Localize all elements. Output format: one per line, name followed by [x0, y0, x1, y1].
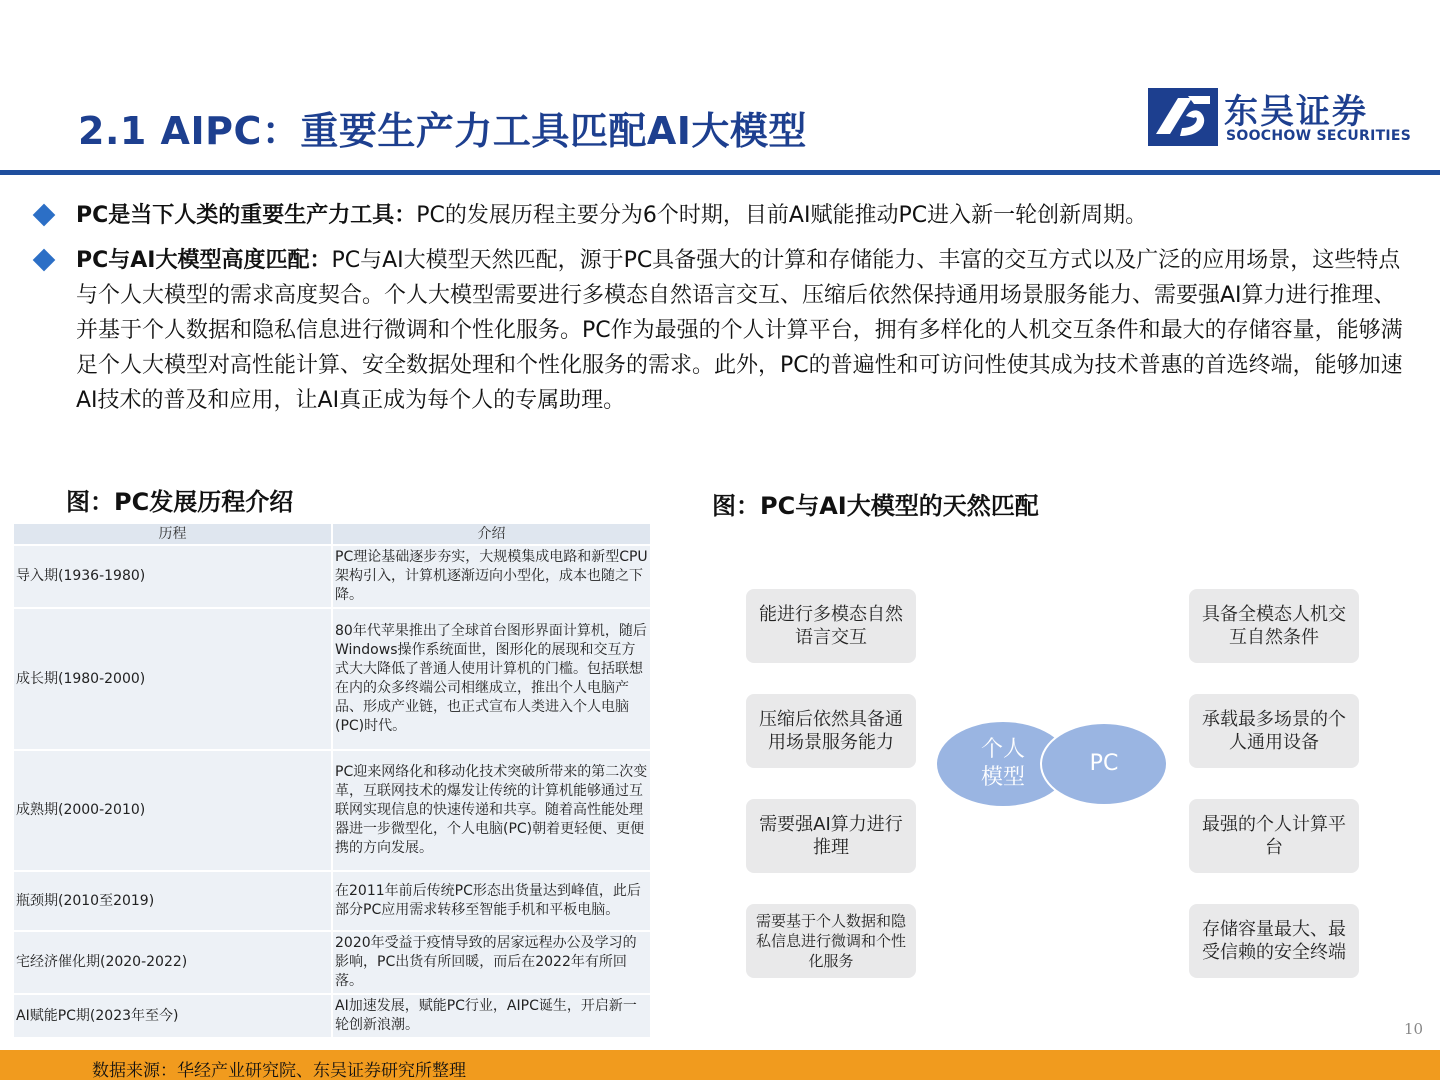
- description-cell: AI加速发展，赋能PC行业，AIPC诞生，开启新一轮创新浪潮。: [333, 995, 652, 1037]
- pc-ellipse: [1040, 722, 1168, 806]
- period-cell: 成熟期(2000-2010): [14, 751, 333, 870]
- description-cell: 80年代苹果推出了全球首台图形界面计算机，随后Windows操作系统面世，图形化的展现和交互方式大大降低了普通人使用计算机的门槛。包括联想在内的众多终端公司相继成立，推出个人电脑产品、形成产业链，也正式宣布人类进入个人电脑(PC)时代。: [333, 609, 652, 749]
- description-cell: 在2011年前后传统PC形态出货量达到峰值，此后部分PC应用需求转移至智能手机和平板电脑。: [333, 872, 652, 930]
- pc-label: PC: [1089, 751, 1119, 776]
- page-title: 2.1 AIPC：重要生产力工具匹配AI大模型: [78, 109, 807, 153]
- table-row: [14, 751, 652, 870]
- table-row: [14, 932, 652, 993]
- pc-history-table: [14, 522, 652, 1039]
- diamond-bullet-icon: [33, 204, 56, 227]
- figure-caption-left: 图：PC发展历程介绍: [66, 488, 294, 516]
- period-cell: 瓶颈期(2010至2019): [14, 872, 333, 930]
- table-row: [14, 609, 652, 749]
- bullet-item: [30, 198, 1410, 233]
- description-cell: 2020年受益于疫情导致的居家远程办公及学习的影响，PC出货有所回暖，而后在2022年有所回落。: [333, 932, 652, 993]
- bullet-text: PC的发展历程主要分为6个时期，目前AI赋能推动PC进入新一轮创新周期。: [416, 203, 1148, 228]
- bullet-heading: PC与AI大模型高度匹配：: [76, 248, 332, 273]
- page-number: 10: [1404, 1020, 1424, 1038]
- table-row: [14, 872, 652, 930]
- pc-capability-box: 承载最多场景的个人通用设备: [1189, 694, 1359, 768]
- bullet-heading: PC是当下人类的重要生产力工具：: [76, 203, 417, 228]
- period-cell: AI赋能PC期(2023年至今): [14, 995, 333, 1037]
- llm-requirement-box: 压缩后依然具备通用场景服务能力: [746, 694, 916, 768]
- pc-capability-box: 存储容量最大、最受信赖的安全终端: [1189, 904, 1359, 978]
- period-cell: 导入期(1936-1980): [14, 546, 333, 607]
- table-row: [14, 546, 652, 607]
- column-header-period: 历程: [14, 524, 333, 544]
- table-row: [14, 995, 652, 1037]
- bullet-list: [30, 198, 1410, 428]
- table-header-row: [14, 524, 652, 544]
- description-cell: PC理论基础逐步夯实，大规模集成电路和新型CPU架构引入，计算机逐渐迈向小型化，成本也随之下降。: [333, 546, 652, 607]
- diamond-bullet-icon: [33, 249, 56, 272]
- bullet-item: [30, 243, 1410, 418]
- header-divider: [0, 170, 1440, 175]
- llm-requirement-box: 能进行多模态自然语言交互: [746, 589, 916, 663]
- personal-model-label: 个人模型: [980, 737, 1025, 790]
- pc-capability-box: 最强的个人计算平台: [1189, 799, 1359, 873]
- llm-requirement-box: 需要基于个人数据和隐私信息进行微调和个性化服务: [746, 904, 916, 978]
- data-source: 数据来源：华经产业研究院、东吴证券研究所整理: [92, 1061, 466, 1080]
- logo-chinese-name: 东吴证券: [1224, 92, 1368, 132]
- description-cell: PC迎来网络化和移动化技术突破所带来的第二次变革，互联网技术的爆发让传统的计算机能够通过互联网实现信息的快速传递和共享。随着高性能处理器进一步微型化，个人电脑(PC)朝着更轻便、更便携的方向发展。: [333, 751, 652, 870]
- figure-caption-right: 图：PC与AI大模型的天然匹配: [712, 492, 1039, 520]
- llm-requirement-box: 需要强AI算力进行推理: [746, 799, 916, 873]
- column-header-description: 介绍: [333, 524, 652, 544]
- period-cell: 宅经济催化期(2020-2022): [14, 932, 333, 993]
- company-logo: [1148, 84, 1412, 150]
- soochow-logo-icon: [1148, 88, 1218, 146]
- period-cell: 成长期(1980-2000): [14, 609, 333, 749]
- bullet-text: PC与AI大模型天然匹配，源于PC具备强大的计算和存储能力、丰富的交互方式以及广泛的应用场景，这些特点与个人大模型的需求高度契合。个人大模型需要进行多模态自然语言交互、压缩后依然保持通用场景服务能力、需要强AI算力进行推理、并基于个人数据和隐私信息进行微调和个性化服务。PC作为最强的个人计算平台，拥有多样化的人机交互条件和最大的存储容量，能够满足个人大模型对高性能计算、安全数据处理和个性化服务的需求。此外，PC的普遍性和可访问性使其成为技术普惠的首选终端，能够加速AI技术的普及和应用，让AI真正成为每个人的专属助理。: [76, 248, 1403, 413]
- pc-capability-box: 具备全模态人机交互自然条件: [1189, 589, 1359, 663]
- logo-english-name: SOOCHOW SECURITIES: [1226, 128, 1412, 144]
